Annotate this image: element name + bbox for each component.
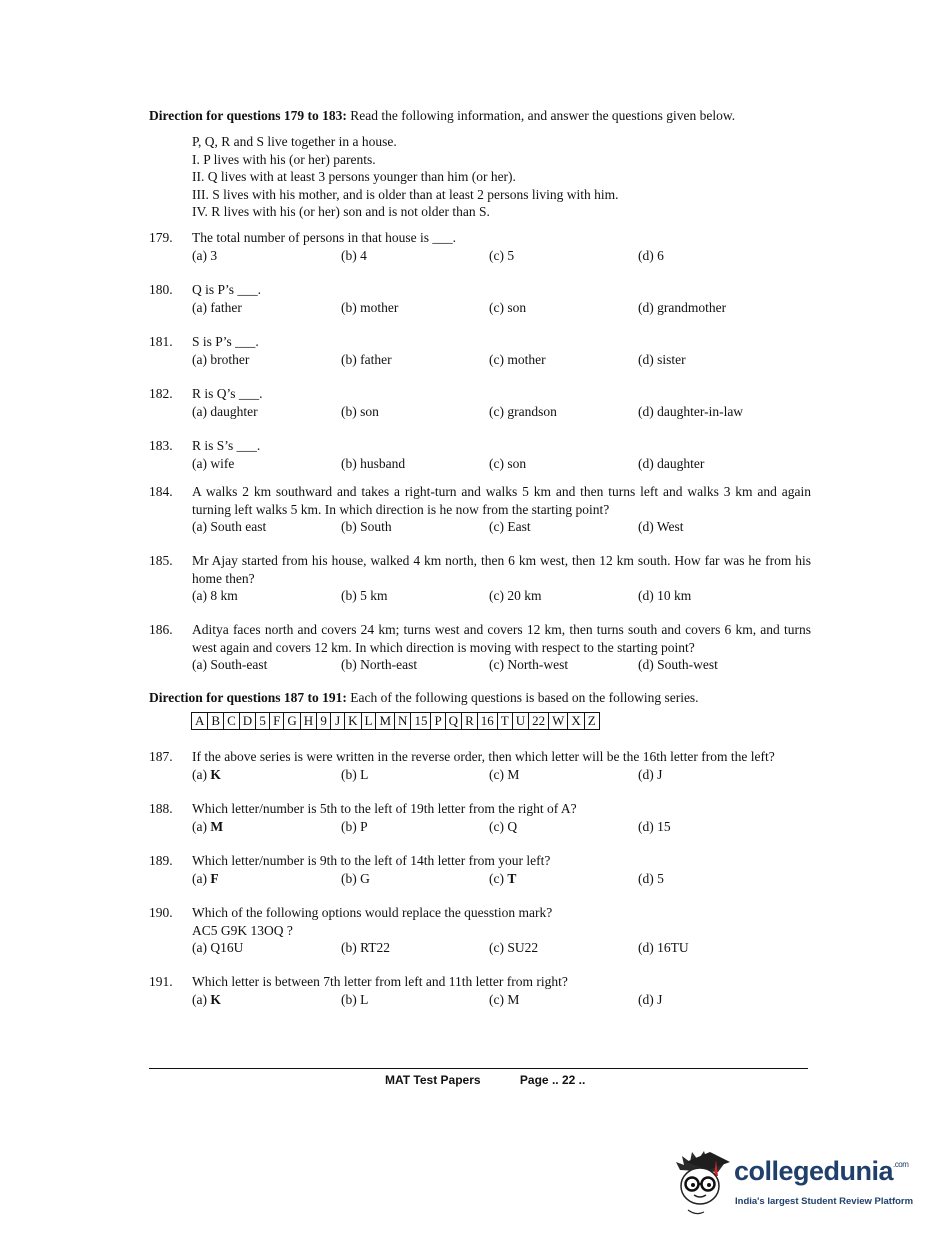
logo-tagline: India's largest Student Review Platform — [735, 1196, 914, 1207]
option-b: (b) RT22 — [341, 940, 391, 955]
series-cell: Z — [587, 713, 596, 728]
question-186 — [149, 621, 811, 674]
option-a: (a) brother — [192, 351, 250, 367]
direction-187-191 — [149, 689, 809, 707]
option-b: (b) 4 — [341, 247, 367, 263]
question-number: 184. — [149, 484, 173, 499]
series-cell: 16 — [478, 713, 498, 729]
question-number: 186. — [149, 622, 173, 637]
option-a: (a) father — [192, 299, 242, 315]
question-number: 187. — [149, 749, 173, 764]
direction-label: Direction for questions 187 to 191: — [149, 690, 347, 705]
logo-domain: .com — [893, 1160, 909, 1169]
question-179 — [149, 229, 811, 265]
option-c: (c) son — [489, 455, 527, 471]
option-a: (a) South east — [192, 519, 267, 534]
series-cell: N — [395, 713, 411, 729]
page-footer — [385, 1073, 585, 1087]
question-stem: If the above series is were written in the reverse order, then which letter will be the 16th letter from the left? — [192, 749, 775, 764]
question-number: 179. — [149, 230, 173, 245]
question-188 — [149, 800, 811, 836]
option-b: (b) South — [341, 519, 392, 534]
series-cell: 9 — [317, 713, 331, 729]
option-c: (c) mother — [489, 351, 546, 367]
series-cell: C — [224, 713, 240, 729]
option-label: (a) — [192, 818, 211, 834]
option-c: (c) East — [489, 519, 531, 534]
option-d: (d) 10 km — [638, 588, 692, 603]
option-b: (b) L — [341, 991, 369, 1007]
option-d: (d) daughter — [638, 455, 705, 471]
question-183 — [149, 437, 811, 473]
option-d: (d) South-west — [638, 657, 718, 672]
option-b: (b) father — [341, 351, 392, 367]
option-c: (c) 5 — [489, 247, 515, 263]
question-stem: Which letter/number is 5th to the left of 19th letter from the right of A? — [192, 801, 577, 816]
question-189 — [149, 852, 811, 888]
question-187 — [149, 748, 811, 784]
series-cell: G — [284, 713, 300, 729]
series-cell: A — [192, 713, 208, 729]
question-number: 181. — [149, 334, 173, 349]
series-cell: T — [498, 713, 513, 729]
question-number: 185. — [149, 553, 173, 568]
question-181 — [149, 333, 811, 369]
question-number: 182. — [149, 386, 173, 401]
question-stem: S is P’s ___. — [192, 334, 259, 349]
option-d: (d) West — [638, 519, 684, 534]
question-stem: Q is P’s ___. — [192, 282, 262, 297]
series-cell: U — [513, 713, 529, 729]
option-d: (d) 16TU — [638, 940, 689, 955]
option-a: (a) daughter — [192, 403, 258, 419]
option-value: T — [507, 870, 517, 886]
student-mascot-icon — [672, 1148, 734, 1218]
question-stem: Which letter/number is 9th to the left of 14th letter from your left? — [192, 853, 551, 868]
info-block — [192, 133, 792, 221]
series-cell: L — [362, 713, 377, 729]
question-185 — [149, 552, 811, 605]
option-a — [192, 818, 223, 836]
option-a — [192, 870, 219, 888]
option-b: (b) G — [341, 870, 370, 886]
option-b: (b) son — [341, 403, 379, 419]
option-d: (d) 6 — [638, 247, 664, 263]
option-b: (b) North-east — [341, 657, 418, 672]
series-cell: 22 — [529, 713, 549, 729]
series-cell: H — [301, 713, 317, 729]
info-line: I. P lives with his (or her) parents. — [192, 151, 376, 167]
series-cell: J — [331, 713, 345, 729]
series-cell: W — [549, 713, 568, 729]
option-d: (d) 5 — [638, 870, 664, 886]
option-a: (a) South-east — [192, 657, 268, 672]
question-number: 191. — [149, 974, 173, 989]
logo-wordmark — [734, 1156, 908, 1187]
option-b: (b) mother — [341, 299, 399, 315]
collegedunia-logo[interactable] — [672, 1148, 912, 1218]
option-d: (d) sister — [638, 351, 686, 367]
option-a — [192, 991, 221, 1009]
question-stem: Which letter is between 7th letter from left and 11th letter from right? — [192, 974, 568, 989]
question-184 — [149, 483, 811, 536]
question-stem: R is S’s ___. — [192, 438, 261, 453]
option-b: (b) L — [341, 766, 369, 782]
option-c: (c) SU22 — [489, 940, 539, 955]
series-cell: D — [240, 713, 256, 729]
question-stem: Aditya faces north and covers 24 km; turns west and covers 12 km, then turns south and covers 6 km, and turns west again and covers 12 km. In which direction is moving with respect to the starting point? — [192, 622, 811, 655]
question-stem: R is Q’s ___. — [192, 386, 263, 401]
direction-label: Direction for questions 179 to 183: — [149, 108, 347, 123]
page-number: Page .. 22 .. — [519, 1073, 586, 1087]
logo-name: collegedunia — [734, 1156, 894, 1186]
direction-text: Read the following information, and answer the questions given below. — [346, 108, 736, 123]
option-a — [192, 766, 221, 784]
option-value: K — [210, 991, 221, 1007]
info-line: II. Q lives with at least 3 persons younger than him (or her). — [192, 169, 516, 184]
question-number: 180. — [149, 282, 173, 297]
option-c: (c) M — [489, 991, 520, 1007]
question-stem: The total number of persons in that house is ___. — [192, 230, 456, 245]
series-cell: F — [270, 713, 284, 729]
option-d: (d) 15 — [638, 818, 671, 834]
question-number: 190. — [149, 905, 173, 920]
series-cell: R — [462, 713, 478, 729]
info-line: III. S lives with his mother, and is older than at least 2 persons living with him. — [192, 186, 619, 202]
option-c: (c) North-west — [489, 657, 569, 672]
series-cell: 15 — [411, 713, 431, 729]
option-label: (a) — [192, 991, 211, 1007]
footer-title: MAT Test Papers — [385, 1073, 481, 1087]
question-number: 183. — [149, 438, 173, 453]
series-cell: 5 — [256, 713, 270, 729]
footer-divider — [149, 1068, 808, 1069]
option-a: (a) 8 km — [192, 588, 238, 603]
option-a: (a) 3 — [192, 247, 218, 263]
question-182 — [149, 385, 811, 421]
option-b: (b) 5 km — [341, 588, 388, 603]
option-d: (d) daughter-in-law — [638, 403, 744, 419]
info-line: IV. R lives with his (or her) son and is not older than S. — [192, 204, 490, 219]
question-sequence: AC5 G9K 13OQ ? — [192, 922, 293, 938]
series-cell: X — [568, 713, 584, 729]
option-a: (a) Q16U — [192, 940, 244, 955]
series-cell: M — [376, 713, 395, 729]
option-value: K — [210, 766, 221, 782]
option-b: (b) P — [341, 818, 368, 834]
option-c: (c) grandson — [489, 403, 557, 419]
option-label: (a) — [192, 870, 211, 886]
question-190 — [149, 904, 811, 957]
option-c: (c) 20 km — [489, 588, 542, 603]
question-191 — [149, 973, 811, 1009]
option-c: (c) M — [489, 766, 520, 782]
question-180 — [149, 281, 811, 317]
option-a: (a) wife — [192, 455, 235, 471]
option-c: (c) son — [489, 299, 527, 315]
option-label: (c) — [489, 870, 508, 886]
option-value: M — [210, 818, 224, 834]
letter-series — [191, 712, 600, 730]
question-number: 188. — [149, 801, 173, 816]
series-cell: P — [431, 713, 445, 729]
question-stem: Mr Ajay started from his house, walked 4 km north, then 6 km west, then 12 km south. How far was he from his home then? — [192, 553, 811, 586]
direction-text: Each of the following questions is based on the following series. — [346, 690, 699, 705]
option-c: (c) Q — [489, 818, 518, 834]
option-d: (d) grandmother — [638, 299, 727, 315]
info-line: P, Q, R and S live together in a house. — [192, 134, 397, 149]
question-number: 189. — [149, 853, 173, 868]
series-cell: K — [345, 713, 361, 729]
direction-179-183 — [149, 107, 809, 125]
option-d: (d) J — [638, 991, 663, 1007]
question-stem: A walks 2 km southward and takes a right-turn and walks 5 km and then turns left and walks 3 km and again turning left walks 5 km. In which direction is he now from the starting point? — [192, 484, 811, 517]
option-c — [489, 870, 516, 888]
question-stem: Which of the following options would replace the quesstion mark? — [192, 905, 553, 920]
series-cell: B — [208, 713, 224, 729]
option-b: (b) husband — [341, 455, 406, 471]
series-cell: Q — [446, 713, 462, 729]
option-label: (a) — [192, 766, 211, 782]
option-value: F — [210, 870, 219, 886]
option-d: (d) J — [638, 766, 663, 782]
